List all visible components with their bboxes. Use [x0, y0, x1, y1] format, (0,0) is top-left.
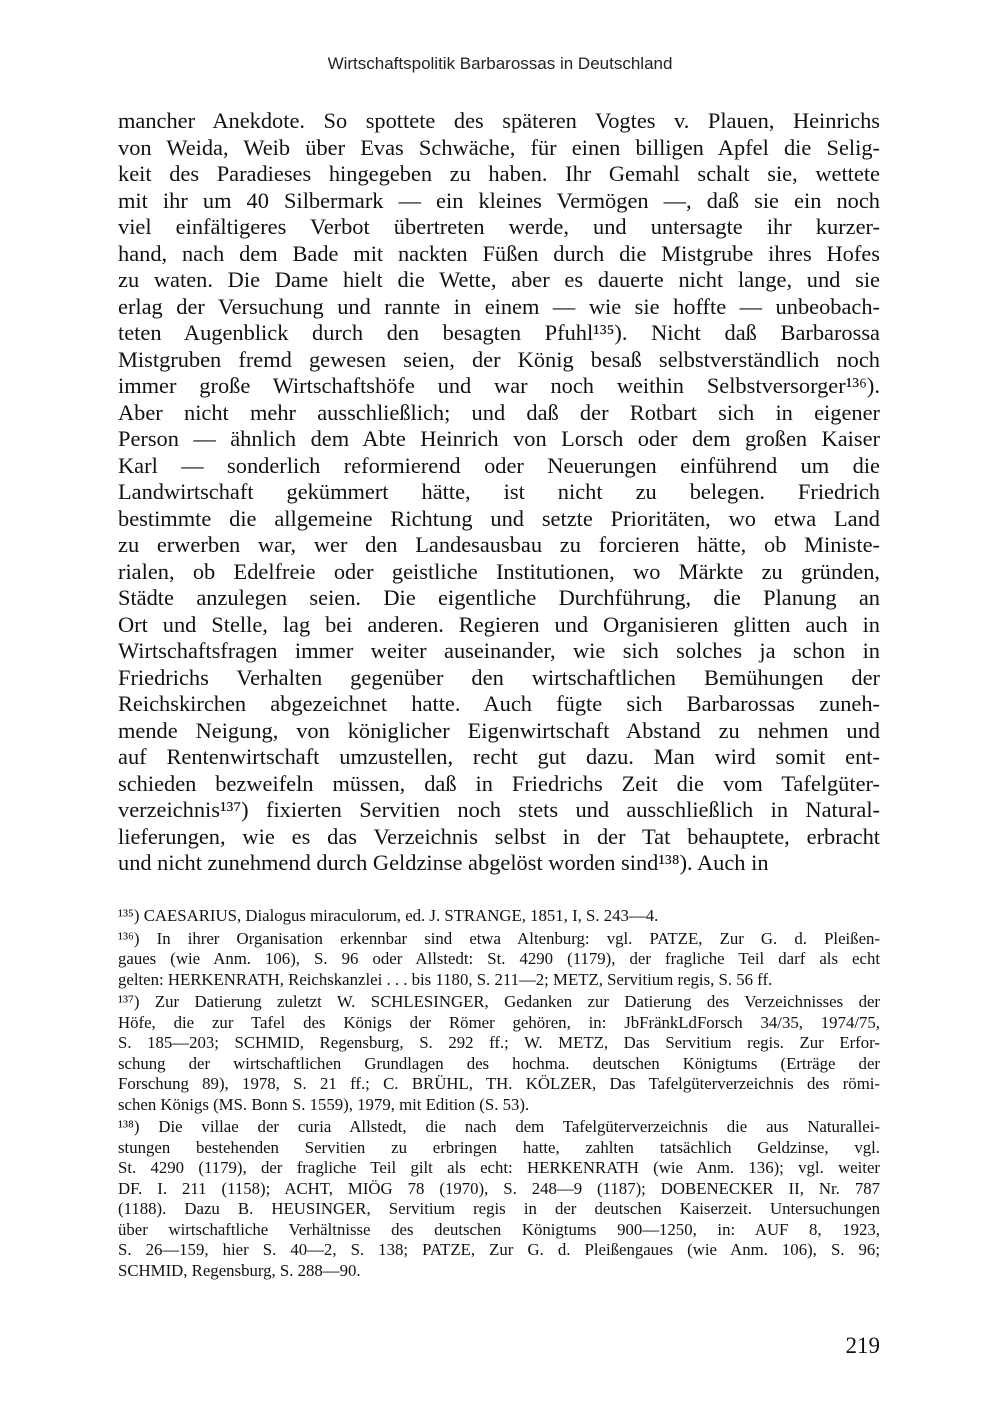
- body-line: hand, nach dem Bade mit nackten Füßen durch die Mistgrube ihres Hofes: [118, 240, 880, 266]
- page-number: 219: [845, 1333, 880, 1358]
- body-line: rialen, ob Edelfreie oder geistliche Institutionen, wo Märkte zu gründen,: [118, 558, 880, 584]
- footnote-line: schen Königs (MS. Bonn S. 1559), 1979, mit Edition (S. 53).: [118, 1094, 530, 1114]
- body-line: zu waten. Die Dame hielt die Wette, aber es dauerte nicht lange, und sie: [118, 267, 880, 292]
- body-line: Städte anzulegen seien. Die eigentliche Durchführung, die Planung an: [118, 585, 880, 610]
- footnotes: [118, 906, 880, 1283]
- footnote-136: [118, 929, 880, 991]
- footnote-line: DF. I. 211 (1158); ACHT, MIÖG 78 (1970), S. 248—9 (1187); DOBENECKER II, Nr. 787: [118, 1178, 880, 1198]
- body-line: erlag der Versuchung und rannte in einem — wie sie hoffte — unbeobach-: [118, 293, 880, 319]
- footnote-line: SCHMID, Regensburg, S. 288—90.: [118, 1260, 361, 1280]
- footnote-line: (1188). Dazu B. HEUSINGER, Servitium regis in der deutschen Kaiserzeit. Untersuchungen: [118, 1199, 880, 1218]
- footnote-135: [118, 906, 880, 927]
- body-line: verzeichnis¹³⁷) fixierten Servitien noch stets und ausschließlich in Natural-: [118, 797, 880, 822]
- body-line: viel einfältigeres Verbot übertreten werde, und untersagte ihr kurzer-: [118, 214, 880, 239]
- body-line: lieferungen, wie es das Verzeichnis selbst in der Tat behauptete, erbracht: [118, 823, 880, 849]
- body-line: Friedrichs Verhalten gegenüber den wirtschaftlichen Bemühungen der: [118, 664, 880, 690]
- footnote-line: ¹³⁷) Zur Datierung zuletzt W. SCHLESINGER, Gedanken zur Datierung des Verzeichnisses der: [118, 992, 880, 1011]
- body-line: und nicht zunehmend durch Geldzinse abgelöst worden sind¹³⁸). Auch in: [118, 850, 769, 875]
- footnote-line: über wirtschaftliche Verhältnisse des deutschen Königtums 900—1250, in: AUF 8, 1923,: [118, 1219, 880, 1239]
- footnote-line: Forschung 89), 1978, S. 21 ff.; C. BRÜHL, TH. KÖLZER, Das Tafelgüterverzeichnis des römi-: [118, 1074, 880, 1093]
- body-line: Wirtschaftsfragen immer weiter auseinander, wie sich solches ja schon in: [118, 638, 880, 663]
- body-line: zu erwerben war, wer den Landesausbau zu forcieren hätte, ob Ministe-: [118, 532, 880, 557]
- body-line: keit des Paradieses hingegeben zu haben. Ihr Gemahl schalt sie, wettete: [118, 161, 880, 186]
- footnote-line: ¹³⁸) Die villae der curia Allstedt, die nach dem Tafelgüterverzeichnis die aus Naturallei-: [118, 1117, 880, 1136]
- running-head: Wirtschaftspolitik Barbarossas in Deutschland: [327, 54, 673, 73]
- body-line: schieden bezweifeln müssen, daß in Friedrichs Zeit die vom Tafelgüter-: [118, 770, 880, 796]
- footnote-line: gelten: HERKENRATH, Reichskanzlei . . . bis 1180, S. 211—2; METZ, Servitium regis, S. 56 ff.: [118, 969, 773, 989]
- body-line: Karl — sonderlich reformierend oder Neuerungen einführend um die: [118, 452, 880, 478]
- body-line: Mistgruben fremd gewesen seien, der König besaß selbstverständlich noch: [118, 346, 880, 372]
- footnote-line: ¹³⁶) In ihrer Organisation erkennbar sind etwa Altenburg: vgl. PATZE, Zur G. d. Pleißen-: [118, 928, 880, 948]
- footnote-line: schung der wirtschaftlichen Grundlagen des hochma. deutschen Königtums (Erträge der: [118, 1053, 880, 1073]
- footnote-line: gaues (wie Anm. 106), S. 96 oder Allstedt: St. 4290 (1179), der fragliche Teil darf als echt: [118, 949, 880, 968]
- body-text: [118, 108, 880, 877]
- footnote-line: stungen bestehenden Servitien zu erbringen hatte, zahlten tatsächlich Geldzinse, vgl.: [118, 1137, 880, 1157]
- footnote-line: St. 4290 (1179), der fragliche Teil gilt als echt: HERKENRATH (wie Anm. 136); vgl. weiter: [118, 1158, 880, 1177]
- footnote-line: Höfe, die zur Tafel des Königs der Römer gehören, in: JbFränkLdForsch 34/35, 1974/75,: [118, 1012, 880, 1032]
- body-line: von Weida, Weib über Evas Schwäche, für einen billigen Apfel die Selig-: [118, 134, 880, 160]
- body-line: mit ihr um 40 Silbermark — ein kleines Vermögen —, daß sie ein noch: [118, 187, 880, 213]
- footnote-138: [118, 1117, 880, 1281]
- body-line: Person — ähnlich dem Abte Heinrich von Lorsch oder dem großen Kaiser: [118, 426, 880, 451]
- body-line: bestimmte die allgemeine Richtung und setzte Prioritäten, wo etwa Land: [118, 505, 880, 531]
- footnote-line: S. 185—203; SCHMID, Regensburg, S. 292 ff.; W. METZ, Das Servitium regis. Zur Erfor-: [118, 1033, 880, 1052]
- body-line: Aber nicht mehr ausschließlich; und daß der Rotbart sich in eigener: [118, 399, 880, 425]
- body-line: Reichskirchen abgezeichnet hatte. Auch fügte sich Barbarossas zuneh-: [118, 691, 880, 716]
- body-line: teten Augenblick durch den besagten Pfuhl¹³⁵). Nicht daß Barbarossa: [118, 320, 880, 345]
- body-line: mancher Anekdote. So spottete des späteren Vogtes v. Plauen, Heinrichs: [118, 108, 880, 133]
- body-line: mende Neigung, von königlicher Eigenwirtschaft Abstand zu nehmen und: [118, 717, 880, 743]
- footnote-line: S. 26—159, hier S. 40—2, S. 138; PATZE, Zur G. d. Pleißengaues (wie Anm. 106), S. 96;: [118, 1240, 880, 1259]
- footnote-137: [118, 992, 880, 1115]
- footnote-line: ¹³⁵) CAESARIUS, Dialogus miraculorum, ed. J. STRANGE, 1851, I, S. 243—4.: [118, 906, 659, 925]
- body-line: auf Rentenwirtschaft umzustellen, recht gut dazu. Man wird somit ent-: [118, 744, 880, 769]
- body-line: Landwirtschaft gekümmert hätte, ist nicht zu belegen. Friedrich: [118, 479, 880, 504]
- body-line: Ort und Stelle, lag bei anderen. Regieren und Organisieren glitten auch in: [118, 611, 880, 637]
- body-line: immer große Wirtschaftshöfe und war noch weithin Selbstversorger¹³⁶).: [118, 373, 880, 398]
